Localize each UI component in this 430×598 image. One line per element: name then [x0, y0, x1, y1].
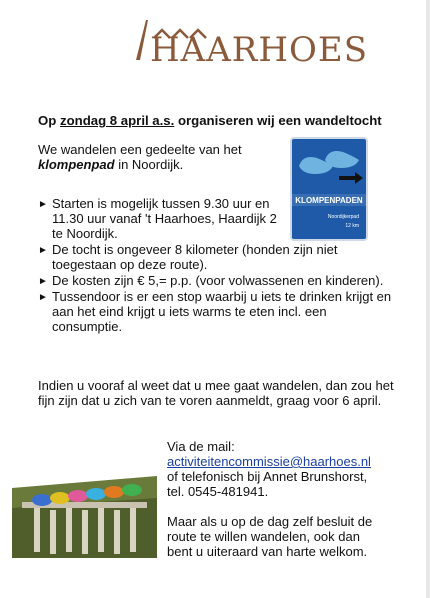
- bullet-triangle-icon: ►: [38, 199, 48, 210]
- contact-phone-text: of telefonisch bij Annet Brunshorst, tel. 0545-481941.: [167, 469, 368, 499]
- bullet-item: ► De tocht is ongeveer 8 kilometer (honden zijn niet toegestaan op deze route).: [38, 242, 338, 272]
- bullet-triangle-icon: ►: [38, 245, 48, 256]
- bullet-item: ► Starten is mogelijk tussen 9.30 uur en 11.30 uur vanaf 't Haarhoes, Haardijk 2 te Noordijk.: [38, 196, 277, 241]
- headline: [38, 113, 398, 129]
- contact-block: [167, 439, 387, 499]
- sign-route: Noordijkerpad: [327, 214, 359, 220]
- headline-post: organiseren wij een wandeltocht: [174, 113, 382, 128]
- clogs-photo: [12, 468, 157, 558]
- bullet-item: ► Tussendoor is er een stop waarbij u iets te drinken krijgt en aan het eind krijgt u iets warms te eten incl. een consumptie.: [38, 289, 392, 334]
- info-bullet-list: [38, 196, 398, 335]
- bullet-triangle-icon: ►: [38, 276, 48, 287]
- sign-distance: 12 km: [345, 223, 359, 229]
- intro-post: in Noordijk.: [114, 157, 184, 172]
- logo-wordmark: HAARHOES: [150, 30, 368, 70]
- contact-email-link[interactable]: activiteitencommissie@haarhoes.nl: [167, 454, 371, 469]
- bullet-item: ► De kosten zijn € 5,= p.p. (voor volwassenen en kinderen).: [38, 273, 384, 288]
- bullet-triangle-icon: ►: [38, 292, 48, 303]
- sign-title: KLOMPENPADEN: [295, 196, 363, 205]
- headline-pre: Op: [38, 113, 60, 128]
- haarhoes-logo: [132, 16, 368, 72]
- headline-date: zondag 8 april a.s.: [59, 113, 175, 128]
- registration-paragraph: Indien u vooraf al weet dat u mee gaat wandelen, dan zou het fijn zijn dat u zich van te voren aanmeldt, graag voor 6 april.: [38, 378, 394, 408]
- page-edge: [426, 0, 430, 598]
- intro-path-name: klompenpad: [38, 157, 115, 172]
- closing-text: Maar als u op de dag zelf besluit de route te willen wandelen, ook dan bent u uiteraard van harte welkom.: [167, 514, 373, 559]
- intro-text: [38, 142, 268, 172]
- intro-line1: We wandelen een gedeelte van het: [38, 142, 242, 157]
- contact-via-label: Via de mail:: [167, 439, 235, 454]
